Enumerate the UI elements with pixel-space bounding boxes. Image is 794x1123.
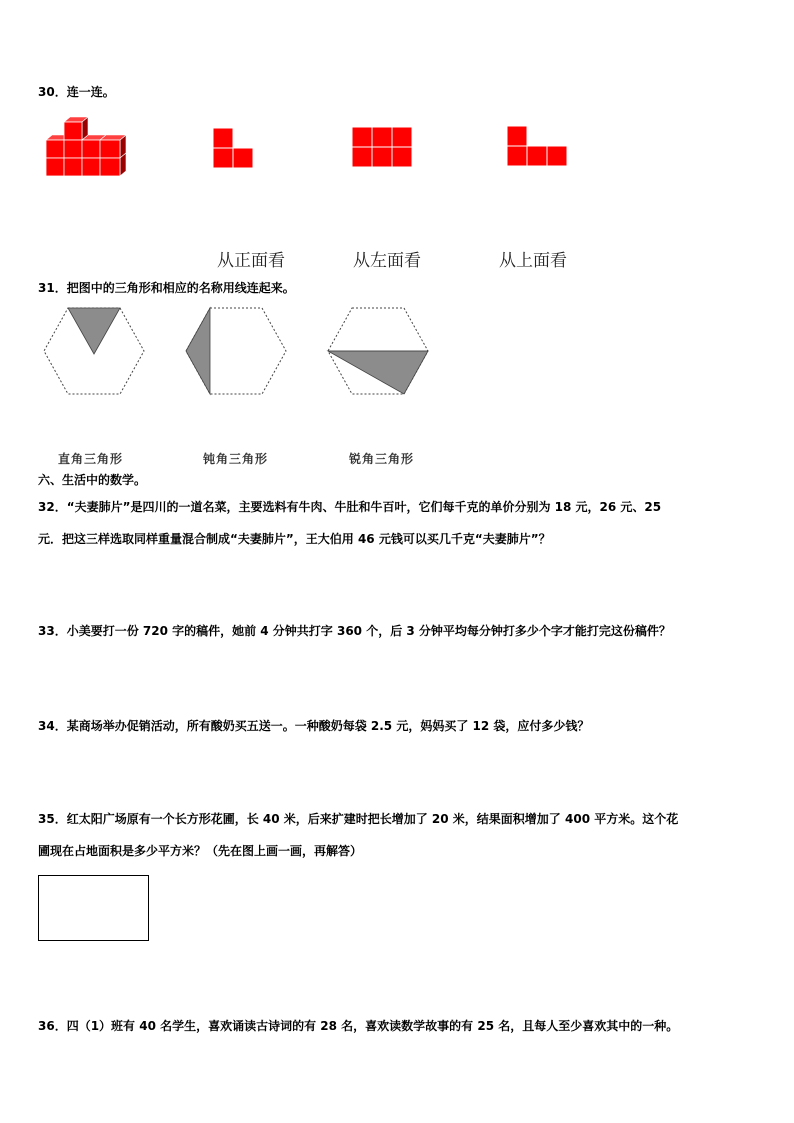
question-30-title: 30．连一连。 [38,85,115,99]
view-shape-b [351,126,415,170]
view-shape-a [212,127,256,171]
question-33-text: 33．小美要打一份 720 字的稿件，她前 4 分钟共打字 360 个，后 3 分钟平均每分钟打多少个字才能打完这份稿件？ [38,624,671,638]
question-36-text: 36．四（1）班有 40 名学生，喜欢诵读古诗词的有 28 名，喜欢读数学故事的有 25 名，且每人至少喜欢其中的一种。 [38,1019,679,1033]
label-acute-triangle: 锐角三角形 [349,452,415,466]
question-32-line1: 32．“夫妻肺片”是四川的一道名菜，主要选料有牛肉、牛肚和牛百叶，它们每千克的单价分别为 18 元，26 元、25 [38,500,662,514]
cube-stack-3d-figure [44,116,128,178]
view-shape-c [506,125,570,169]
question-35-line2: 圃现在占地面积是多少平方米？（先在图上画一画，再解答） [38,844,363,858]
view-label-top: 从上面看 [499,251,567,271]
section-6-heading: 六、生活中的数学。 [38,473,147,487]
question-35-line1: 35．红太阳广场原有一个长方形花圃，长 40 米，后来扩建时把长增加了 20 米，结果面积增加了 400 平方米。这个花 [38,812,679,826]
hexagon-with-obtuse-triangle [184,306,288,396]
garden-rectangle-diagram [38,875,149,941]
view-label-left: 从左面看 [353,251,421,271]
view-label-front: 从正面看 [217,251,285,271]
question-34-text: 34．某商场举办促销活动，所有酸奶买五送一。一种酸奶每袋 2.5 元，妈妈买了 12 袋，应付多少钱？ [38,719,590,733]
label-right-triangle: 直角三角形 [58,452,124,466]
hexagon-with-right-triangle [42,306,146,396]
label-obtuse-triangle: 钝角三角形 [203,452,269,466]
question-32-line2: 元．把这三样选取同样重量混合制成“夫妻肺片”，王大伯用 46 元钱可以买几千克“夫妻肺片”？ [38,532,551,546]
hexagon-with-acute-triangle [326,306,430,396]
question-31-title: 31．把图中的三角形和相应的名称用线连起来。 [38,281,295,295]
